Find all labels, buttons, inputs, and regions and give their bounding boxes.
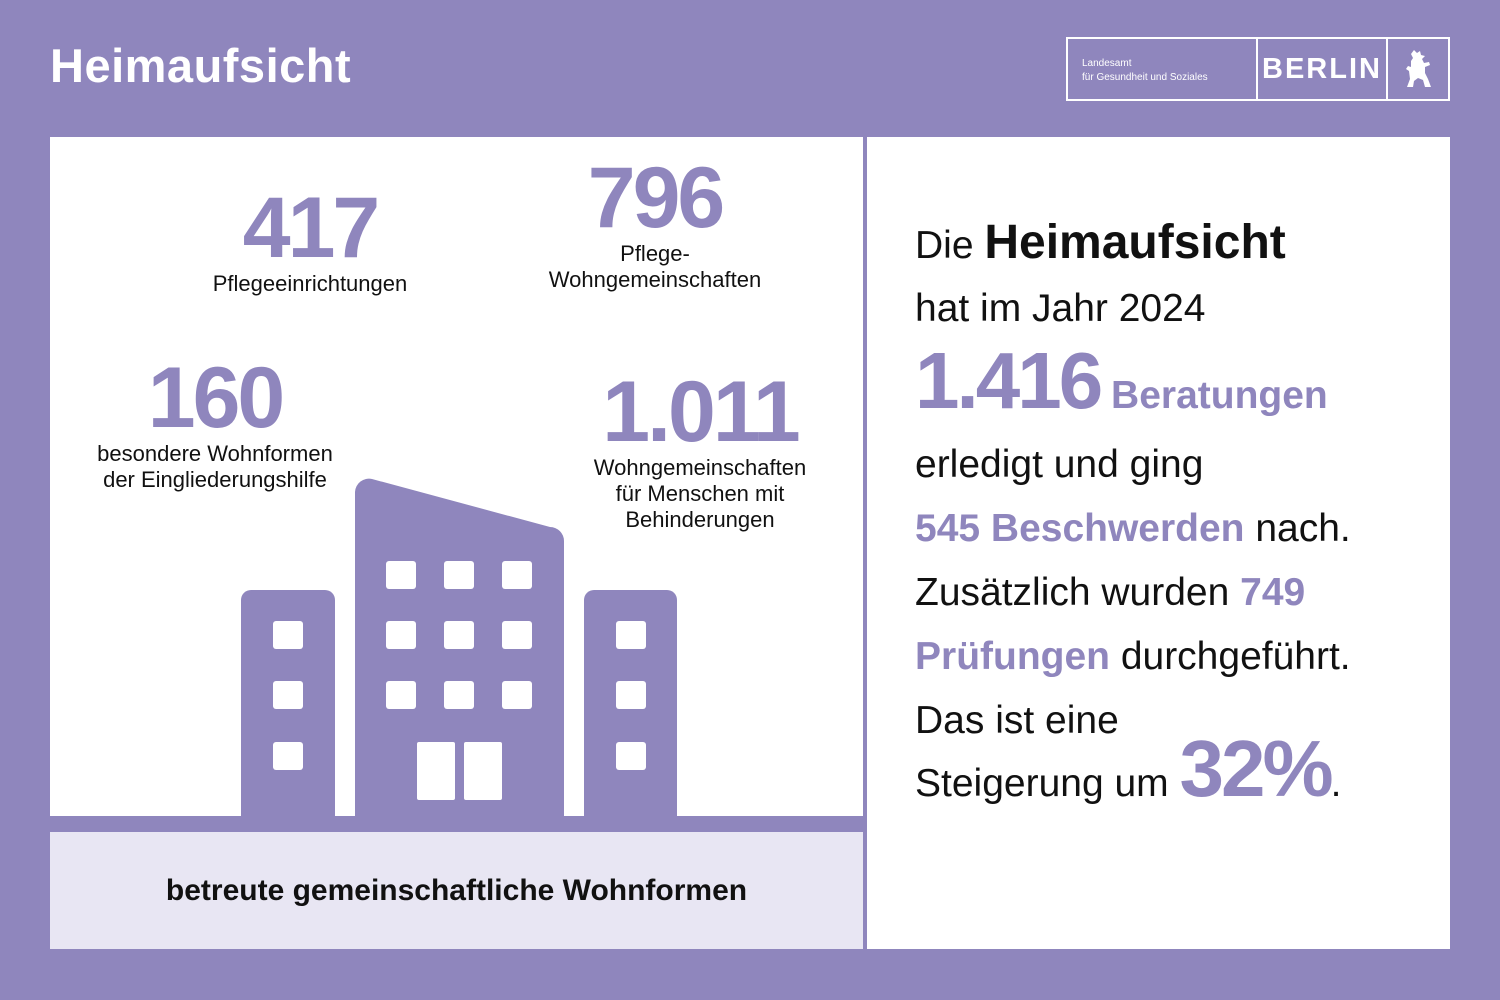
stat-value: 1.011 — [602, 364, 798, 460]
stat-label: Pflegeeinrichtungen — [212, 271, 408, 296]
lageso-berlin-logo — [1066, 37, 1450, 101]
berlin-bear-icon — [1388, 39, 1448, 99]
summary-text-part: . — [1330, 762, 1342, 805]
summary-line-5 — [915, 507, 1351, 551]
consultations-label: Beratungen — [1111, 374, 1328, 417]
door-right — [464, 742, 502, 800]
summary-line-8: Das ist eine — [915, 699, 1119, 742]
summary-line-9 — [915, 723, 1341, 815]
summary-line-2: hat im Jahr 2024 — [915, 287, 1206, 330]
complaints-count: 545 Beschwerden — [915, 507, 1245, 550]
stat-care-shared-flats — [525, 150, 785, 293]
housing-caption: betreute gemeinschaftliche Wohnformen — [50, 832, 863, 949]
stat-value: 796 — [587, 150, 723, 246]
stat-label: besondere Wohnformen — [97, 441, 333, 466]
summary-text-part: durchgeführt. — [1109, 635, 1351, 678]
consultations-count: 1.416 — [915, 336, 1101, 425]
ground-strip — [50, 816, 863, 832]
summary-line-1 — [915, 215, 1286, 270]
summary-line-6 — [915, 571, 1305, 615]
stat-disability-shared-flats — [570, 364, 830, 533]
stat-special-housing — [80, 350, 350, 493]
summary-panel — [867, 137, 1450, 949]
summary-text-part: Die — [915, 224, 985, 267]
stat-value: 417 — [242, 180, 378, 276]
page-title: Heimaufsicht — [50, 39, 352, 92]
inspections-label: Prüfungen — [915, 635, 1110, 678]
stat-label: der Eingliederungshilfe — [103, 467, 327, 492]
logo-city: BERLIN — [1258, 39, 1388, 99]
summary-text-part: Steigerung um — [915, 762, 1180, 805]
summary-line-4: erledigt und ging — [915, 443, 1204, 486]
stat-label: Pflege- — [620, 241, 690, 266]
summary-line-3 — [915, 335, 1328, 427]
stat-label: Behinderungen — [625, 507, 775, 532]
logo-authority-name — [1068, 39, 1258, 99]
summary-line-7 — [915, 635, 1351, 679]
stat-label: für Menschen mit — [615, 481, 785, 506]
stat-value: 160 — [147, 350, 283, 446]
door-left — [417, 742, 455, 800]
increase-percent: 32% — [1179, 724, 1331, 813]
logo-line-2: für Gesundheit und Soziales — [1082, 72, 1208, 83]
inspections-count: 749 — [1240, 571, 1306, 614]
logo-line-1: Landesamt — [1082, 58, 1132, 69]
stat-label: Wohngemeinschaften — [593, 455, 807, 480]
housing-stats-panel — [50, 137, 863, 949]
summary-highlight: Heimaufsicht — [984, 216, 1286, 269]
summary-text-part: nach. — [1244, 507, 1351, 550]
summary-text-part: Zusätzlich wurden — [915, 571, 1241, 614]
stat-care-facilities — [190, 180, 430, 297]
stat-label: Wohngemeinschaften — [548, 267, 762, 292]
